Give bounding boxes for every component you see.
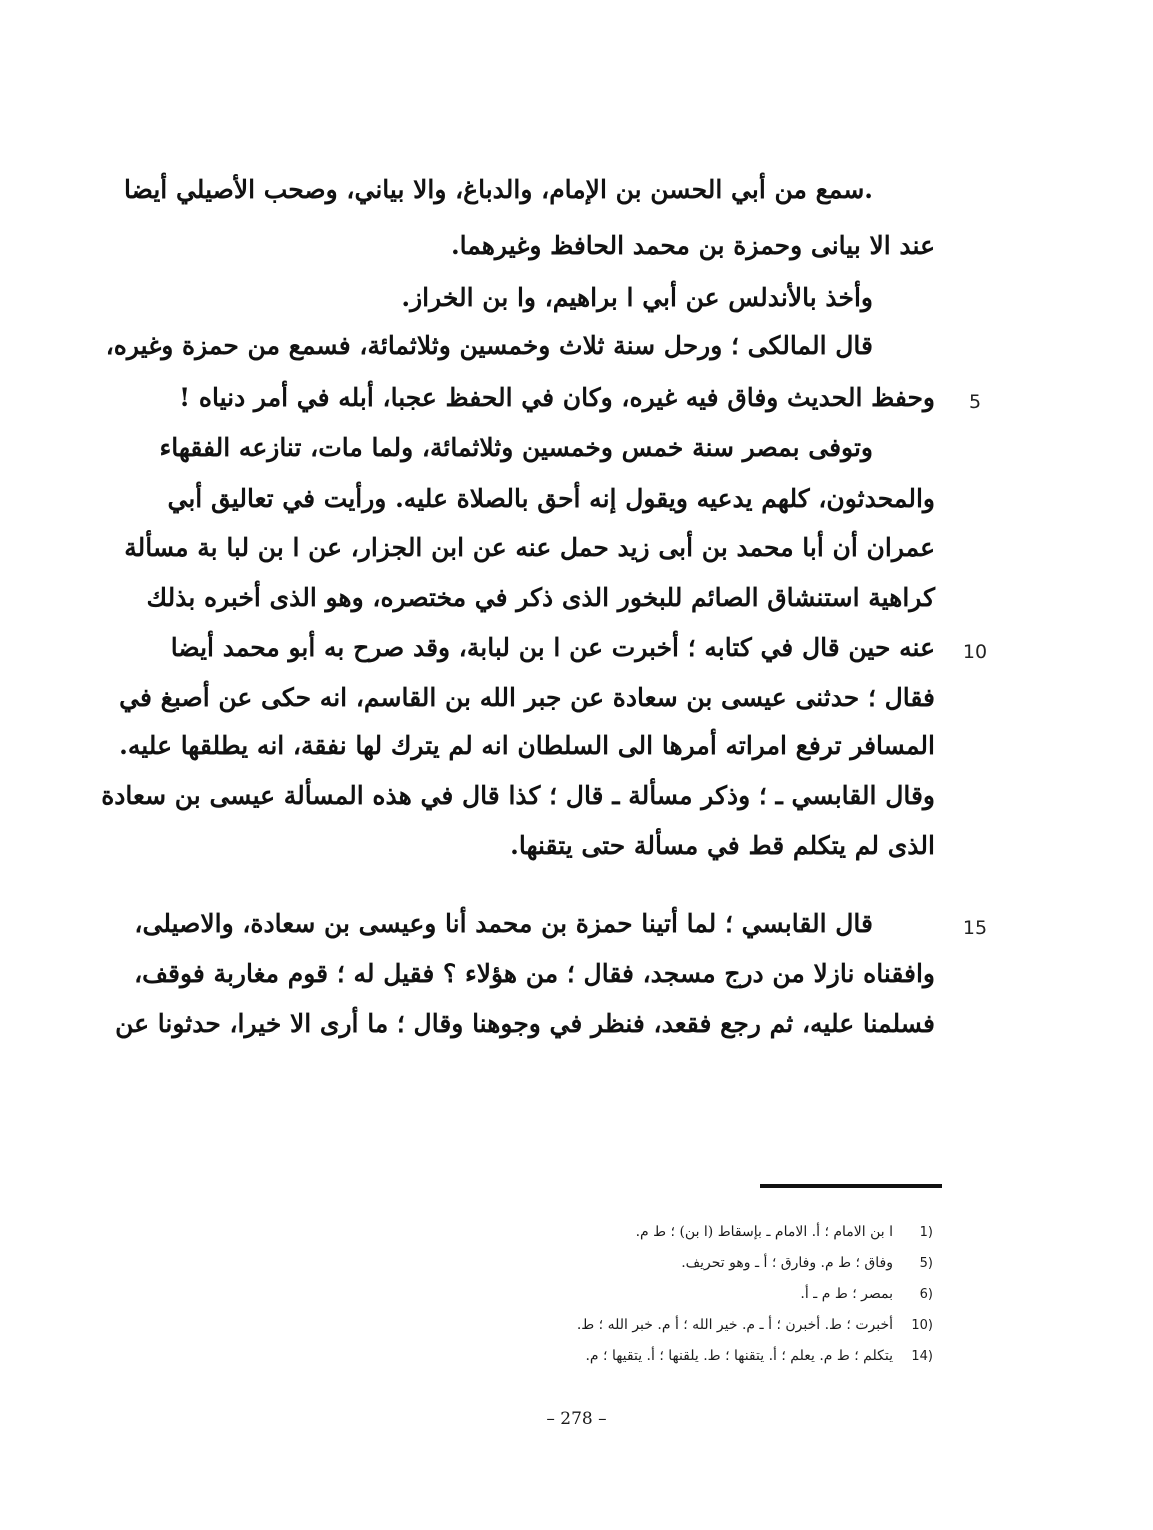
line-number-15: 15 bbox=[962, 917, 988, 939]
footnote-4 bbox=[213, 1311, 933, 1340]
text-line-7: والمحدثون، كلهم يدعيه ويقول إنه أحق بالصلاة عليه. ورأيت في تعاليق أبي bbox=[167, 484, 935, 513]
text-line-17: فسلمنا عليه، ثم رجع فقعد، فنظر في وجوهنا وقال ؛ ما أرى الا خيرا، حدثونا عن bbox=[115, 1009, 935, 1038]
line-number-10: 10 bbox=[962, 641, 988, 663]
text-line-9: كراهية استنشاق الصائم للبخور الذى ذكر في مختصره، وهو الذى أخبره بذلك bbox=[146, 583, 935, 612]
text-line-4: قال المالكى ؛ ورحل سنة ثلاث وخمسين وثلاثمائة، فسمع من حمزة وغيره، bbox=[105, 331, 873, 360]
footnote-text: يتكلم ؛ ط م. يعلم ؛ أ. يتقنها ؛ ط. يلقنها ؛ أ. يتقيها ؛ م. bbox=[585, 1348, 893, 1364]
footnote-number: 1) bbox=[919, 1225, 933, 1240]
footnote-2 bbox=[213, 1249, 933, 1278]
text-line-1: .سمع من أبي الحسن بن الإمام، والدباغ، والا بياني، وصحب الأصيلي أيضا bbox=[124, 175, 873, 204]
footnote-text: ا بن الامام ؛ أ. الامام ـ بإسقاط (ا بن) ؛ ط م. bbox=[635, 1224, 893, 1240]
footnote-3 bbox=[213, 1280, 933, 1309]
footnote-5 bbox=[213, 1342, 933, 1371]
text-line-2: عند الا بيانى وحمزة بن محمد الحافظ وغيرهما. bbox=[450, 231, 935, 260]
footnote-number: 5) bbox=[919, 1256, 933, 1271]
text-line-11: فقال ؛ حدثنى عيسى بن سعادة عن جبر الله بن القاسم، انه حكى عن أصبغ في bbox=[119, 683, 935, 712]
text-line-6: وتوفى بمصر سنة خمس وخمسين وثلاثمائة، ولما مات، تنازعه الفقهاء bbox=[159, 433, 873, 462]
page-number: – 278 – bbox=[546, 1409, 607, 1429]
footnote-number: 14) bbox=[911, 1349, 933, 1364]
line-number-5: 5 bbox=[968, 391, 982, 413]
footnote-separator bbox=[760, 1184, 942, 1188]
footnote-1 bbox=[213, 1218, 933, 1247]
text-line-13: وقال القابسي ـ ؛ وذكر مسألة ـ قال ؛ كذا قال في هذه المسألة عيسى بن سعادة bbox=[101, 781, 935, 810]
footnote-text: وفاق ؛ ط م. وفارق ؛ أ ـ وهو تحريف. bbox=[681, 1255, 893, 1271]
text-line-3: وأخذ بالأندلس عن أبي ا براهيم، وا بن الخراز. bbox=[401, 283, 873, 312]
text-line-10: عنه حين قال في كتابه ؛ أخبرت عن ا بن لبابة، وقد صرح به أبو محمد أيضا bbox=[170, 633, 935, 662]
text-line-15: قال القابسي ؛ لما أتينا حمزة بن محمد أنا وعيسى بن سعادة، والاصيلى، bbox=[134, 909, 873, 938]
text-line-14: الذى لم يتكلم قط في مسألة حتى يتقنها. bbox=[510, 831, 935, 860]
footnote-number: 6) bbox=[919, 1287, 933, 1302]
footnote-number: 10) bbox=[911, 1318, 933, 1333]
text-line-8: عمران أن أبا محمد بن أبى زيد حمل عنه عن ابن الجزار، عن ا بن لبا بة مسألة bbox=[124, 533, 935, 562]
text-line-5: وحفظ الحديث وفاق فيه غيره، وكان في الحفظ عجبا، أبله في أمر دنياه ! bbox=[179, 383, 935, 412]
text-line-12: المسافر ترفع امراته أمرها الى السلطان انه لم يترك لها نفقة، انه يطلقها عليه. bbox=[119, 731, 935, 760]
text-line-16: وافقناه نازلا من درج مسجد، فقال ؛ من هؤلاء ؟ فقيل له ؛ قوم مغاربة فوقف، bbox=[134, 959, 935, 988]
footnote-text: أخبرت ؛ ط. أخبرن ؛ أ ـ م. خير الله ؛ أ م. خبر الله ؛ ط. bbox=[576, 1317, 893, 1333]
footnote-text: بمصر ؛ ط م ـ أ. bbox=[800, 1286, 893, 1302]
